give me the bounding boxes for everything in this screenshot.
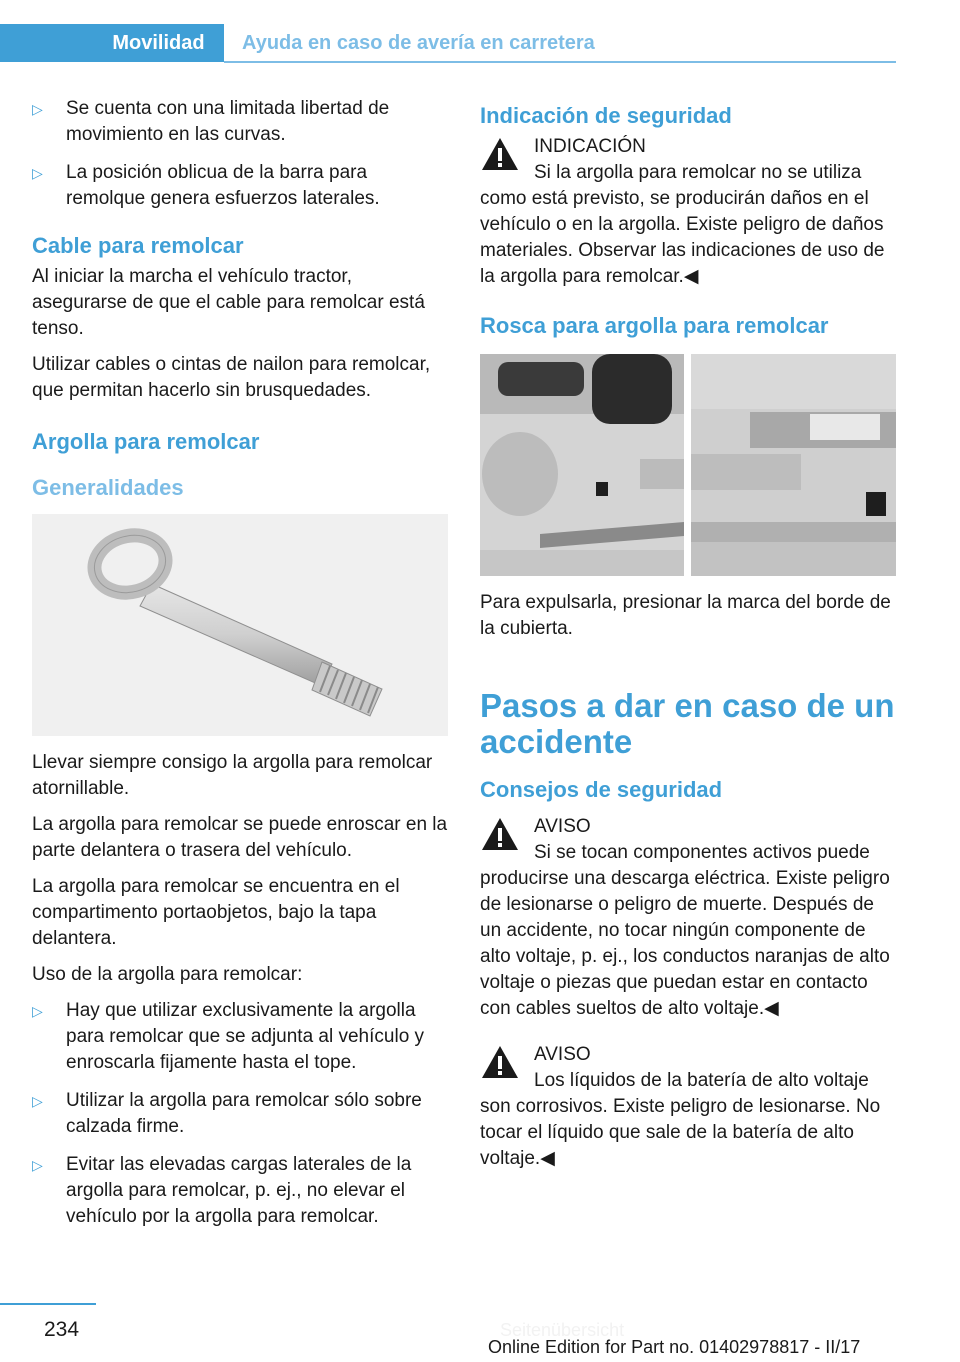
tow-eye-illustration bbox=[32, 514, 448, 736]
paragraph: La argolla para remolcar se puede enroscar en la parte delantera o trasera del vehículo. bbox=[32, 814, 448, 861]
paragraph: Llevar siempre consigo la argolla para remolcar atornillable. bbox=[32, 752, 433, 799]
bullet-triangle-icon: ▷ bbox=[32, 165, 43, 181]
warning-triangle-icon bbox=[480, 136, 520, 172]
heading-generalidades: Generalidades bbox=[32, 475, 184, 500]
warning-triangle-icon bbox=[480, 816, 520, 852]
header-rule bbox=[224, 61, 896, 63]
notice-text: Si la argolla para remolcar no se utiliza como está previsto, se producirán daños en el vehículo o en la argolla. Existe peligro de daños materiales. Observar las indicaciones de uso de la argolla para remolcar.◀ bbox=[480, 162, 885, 287]
notice-aviso-1 bbox=[480, 814, 896, 1022]
footer-edition: Online Edition for Part no. 01402978817 - II/17 bbox=[488, 1337, 861, 1357]
notice-label: AVISO bbox=[534, 1044, 591, 1065]
tow-thread-photo bbox=[480, 354, 896, 576]
header-section-tab[interactable]: Movilidad bbox=[93, 24, 224, 62]
notice-text: Si se tocan componentes activos puede producirse una descarga eléctrica. Existe peligro de lesionarse o peligro de muerte. Después de un accidente, no tocar ningún componente de alto voltaje, p. ej., los conductos naranjas de alto voltaje o piezas que puedan estar en contacto con cables sueltos de alto voltaje.◀ bbox=[480, 842, 890, 1019]
heading-pasos: Pasos a dar en caso de un accidente bbox=[480, 687, 895, 760]
paragraph: Uso de la argolla para remolcar: bbox=[32, 964, 303, 985]
paragraph: Para expulsarla, presionar la marca del borde de la cubierta. bbox=[480, 592, 891, 639]
list-item: ▷ Evitar las elevadas cargas laterales de la argolla para remolcar, p. ej., no elevar el vehículo por la argolla para remolcar. bbox=[32, 1152, 448, 1230]
tow-eye-drawing bbox=[32, 514, 448, 736]
left-column bbox=[32, 96, 448, 1242]
notice-indicacion bbox=[480, 134, 896, 290]
list-item: ▷ Utilizar la argolla para remolcar sólo sobre calzada firme. bbox=[32, 1088, 448, 1140]
notice-label: INDICACIÓN bbox=[534, 136, 646, 157]
header-subsection[interactable]: Ayuda en caso de avería en carretera bbox=[242, 32, 595, 54]
warning-triangle-icon bbox=[480, 1044, 520, 1080]
watermark[interactable]: Seitenübersicht bbox=[500, 1320, 625, 1340]
right-column bbox=[480, 96, 896, 1186]
paragraph: Utilizar cables o cintas de nailon para remolcar, que permitan hacerlo sin brusquedades. bbox=[32, 354, 431, 401]
bullet-triangle-icon: ▷ bbox=[32, 101, 43, 117]
heading-cable: Cable para remolcar bbox=[32, 233, 244, 258]
page-number: 234 bbox=[44, 1318, 80, 1341]
notice-label: AVISO bbox=[534, 816, 591, 837]
heading-argolla: Argolla para remolcar bbox=[32, 429, 260, 454]
heading-seguridad: Indicación de seguridad bbox=[480, 103, 732, 128]
bullet-triangle-icon: ▷ bbox=[32, 1157, 43, 1173]
list-item: ▷ La posición oblicua de la barra para remolque genera esfuerzos laterales. bbox=[32, 160, 448, 212]
paragraph: Al iniciar la marcha el vehículo tractor, asegurarse de que el cable para remolcar está tenso. bbox=[32, 266, 425, 339]
bullet-triangle-icon: ▷ bbox=[32, 1003, 43, 1019]
footer-rule bbox=[0, 1303, 96, 1305]
bullet-triangle-icon: ▷ bbox=[32, 1093, 43, 1109]
paragraph: La argolla para remolcar se encuentra en el compartimento portaobjetos, bajo la tapa delantera. bbox=[32, 876, 400, 949]
heading-consejos: Consejos de seguridad bbox=[480, 777, 723, 802]
list-item: ▷ Se cuenta con una limitada libertad de movimiento en las curvas. bbox=[32, 96, 448, 148]
heading-rosca: Rosca para argolla para remolcar bbox=[480, 313, 829, 338]
header-bar bbox=[0, 24, 93, 62]
notice-aviso-2 bbox=[480, 1042, 896, 1172]
notice-text: Los líquidos de la batería de alto voltaje son corrosivos. Existe peligro de lesionarse. No tocar el líquido que sale de la batería de alto voltaje.◀ bbox=[480, 1070, 881, 1169]
car-front-photos bbox=[480, 354, 896, 576]
list-item: ▷ Hay que utilizar exclusivamente la argolla para remolcar que se adjunta al vehículo y enroscarla fijamente hasta el tope. bbox=[32, 998, 448, 1076]
